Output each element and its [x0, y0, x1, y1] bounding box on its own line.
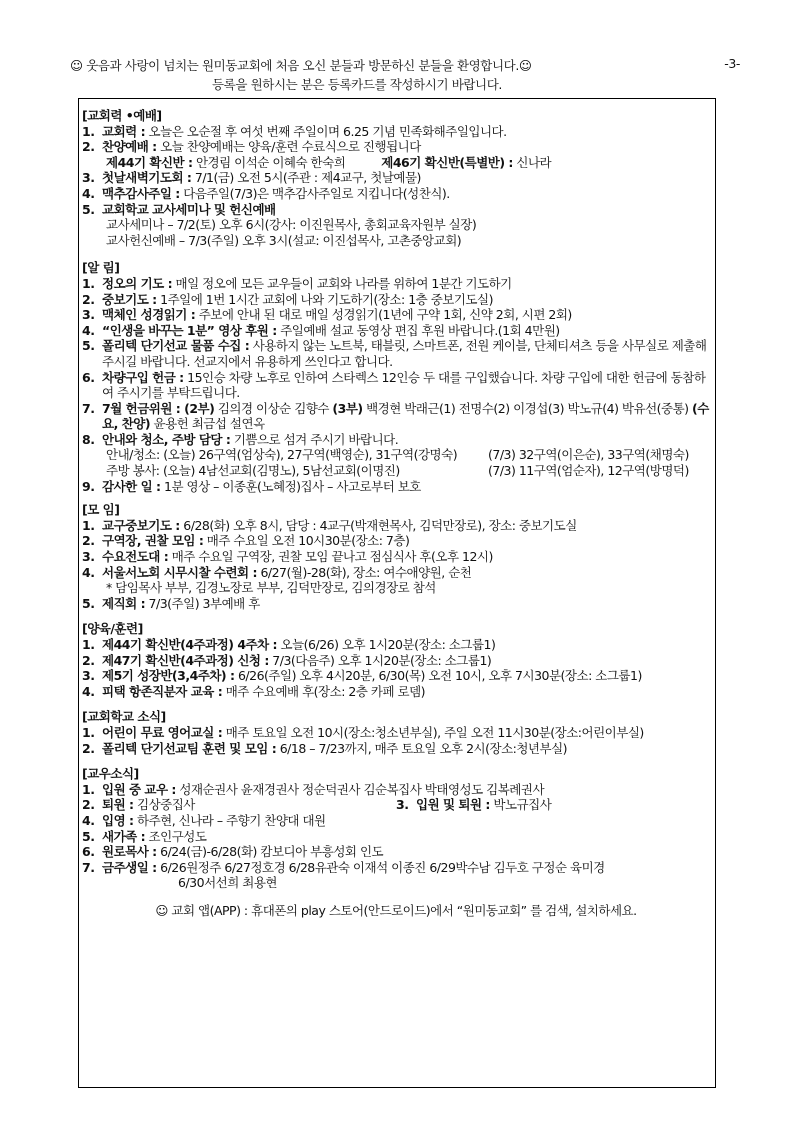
item-number: 3.: [396, 797, 409, 813]
meeting-item-2: [82, 533, 710, 549]
service-3-label: (3부): [332, 400, 363, 416]
item-text: 다음주일(7/3)은 맥추감사주일로 지킵니다(성찬식).: [179, 185, 450, 201]
worship-item-5: [82, 202, 710, 218]
item-label: 입원 및 퇴원 :: [416, 797, 490, 813]
worship-item-2: [82, 139, 710, 155]
item-label: 제직회 :: [102, 595, 146, 611]
item-number: 1.: [82, 123, 95, 139]
item-number: 5.: [82, 595, 95, 611]
item-number: 6.: [82, 844, 95, 860]
item-label: 입원 중 교우 :: [102, 781, 176, 797]
item-label: 수요전도대 :: [102, 549, 169, 565]
guide-today: 안내/청소: (오늘) 26구역(엄상숙), 27구역(백영순), 31구역(강명숙): [106, 447, 458, 463]
item-text: 6/24(금)-6/28(화) 캄보디아 부흥성회 인도: [156, 844, 384, 860]
meeting-item-5: [82, 596, 710, 612]
worship-item-3: [82, 170, 710, 186]
item-label: 찬양예배 :: [102, 139, 157, 155]
item-label: 어린이 무료 영어교실 :: [102, 724, 223, 740]
item-number: 1.: [82, 724, 95, 740]
item-text: 조인구성도: [145, 828, 207, 844]
item-text: 매주 수요일 구역장, 권찰 모임 끝나고 점심식사 후(오후 12시): [168, 549, 493, 565]
register-line: 등록을 원하시는 분은 등록카드를 작성하시기 바랍니다.: [212, 77, 502, 92]
notice-item-8-guide: [82, 447, 710, 463]
worship-item-4: [82, 186, 710, 202]
item-number: 4.: [82, 322, 95, 338]
item-number: 5.: [82, 201, 95, 217]
item-text: 오늘은 오순절 후 여섯 번째 주일이며 6.25 기념 민족화해주일입니다.: [145, 123, 507, 139]
item-number: 1.: [82, 781, 95, 797]
members-item-4: [82, 813, 710, 829]
item-text: 오늘(6/26) 오후 1시20분(장소: 소그룹1): [277, 637, 496, 652]
section-members-title: [교우소식]: [82, 766, 139, 782]
item-label: 첫날새벽기도회 :: [102, 170, 192, 186]
item-label: 감사한 일 :: [102, 478, 161, 494]
item-label: 맥체인 성경읽기 :: [102, 307, 196, 323]
item-text: 7/3(주일) 3부예배 후: [145, 595, 260, 611]
item-text: 1분 영상 – 이종훈(노혜정)집사 – 사고로부터 보호: [160, 478, 421, 494]
page-number: -3-: [724, 56, 740, 71]
members-item-5: [82, 829, 710, 845]
item-text: 주일예배 설교 동영상 편집 후원 바랍니다.(1회 4만원): [276, 322, 560, 338]
item-text: 매주 수요일 오전 10시30분(장소: 7층): [203, 533, 410, 549]
item-label: 피택 항존직분자 교육 :: [102, 683, 223, 699]
item-label: 원로목사 :: [102, 844, 157, 860]
training-item-2: [82, 653, 710, 669]
item-text: 6/27(월)-28(화), 장소: 여수애양원, 순천: [256, 564, 472, 580]
item-text: 7/3(다음주) 오후 1시20분(장소: 소그룹1): [268, 652, 492, 668]
item-number: 2.: [82, 533, 95, 549]
item-label: 제44기 확신반 :: [106, 154, 193, 170]
item-text: 김상중집사: [133, 797, 195, 813]
item-label: 차량구입 헌금 :: [102, 369, 184, 385]
service-3-names: 백경현 박래근(1) 전명수(2) 이경섭(3) 박노규(4) 박유선(중통): [362, 400, 693, 416]
item-text: 하주현, 신나라 – 주향기 찬양대 대원: [133, 812, 326, 828]
item-label: 7월 헌금위원 :: [102, 400, 181, 416]
notice-item-2: [82, 292, 710, 308]
section-meeting-title: [모 임]: [82, 502, 120, 518]
item-label: 새가족 :: [102, 828, 146, 844]
welcome-text: ☺ 웃음과 사랑이 넘치는 원미동교회에 처음 오신 분들과 방문하신 분들을 환영합니다.☺: [70, 58, 532, 73]
members-item-7-cont: 6/30서선희 최용현: [178, 875, 277, 891]
item-label: 교회력 :: [102, 123, 146, 139]
item-number: 3.: [82, 170, 95, 186]
item-number: 4.: [82, 185, 95, 201]
item-number: 1.: [82, 275, 95, 291]
item-number: 1.: [82, 637, 95, 652]
members-item-1: [82, 782, 710, 798]
item-label: 안내와 청소, 주방 담당 :: [102, 431, 231, 447]
item-number: 2.: [82, 652, 95, 668]
section-school-title: [교회학교 소식]: [82, 709, 166, 725]
notice-item-4: [82, 323, 710, 339]
item-number: 4.: [82, 564, 95, 580]
worship-item-5-seminar: 교사세미나 – 7/2(토) 오후 6시(강사: 이진원목사, 총회교육자원부 실장): [106, 217, 477, 233]
section-notice-title: [알 림]: [82, 260, 120, 276]
notice-item-5: [82, 338, 710, 369]
item-text: 매주 토요일 오전 10시(장소:청소년부실), 주일 오전 11시30분(장소:어린이부실): [222, 724, 644, 740]
item-label: 입영 :: [102, 812, 134, 828]
members-item-7: [82, 860, 710, 876]
item-number: 3.: [82, 307, 95, 323]
meeting-item-1: [82, 518, 710, 534]
item-text: 안경림 이석순 이혜숙 한숙희: [192, 154, 346, 170]
item-number: 2.: [82, 139, 95, 155]
worship-item-1: [82, 124, 710, 140]
item-label: 교회학교 교사세미나 및 헌신예배: [102, 201, 276, 217]
training-item-3: [82, 668, 710, 684]
item-label: 구역장, 권찰 모임 :: [102, 533, 204, 549]
item-label: “인생을 바꾸는 1분” 영상 후원 :: [102, 322, 277, 338]
item-label: 맥추감사주일 :: [102, 185, 180, 201]
school-item-1: [82, 725, 710, 741]
item-number: 7.: [82, 400, 95, 416]
wednesday-names: 윤용헌 최금섭 설연옥: [150, 416, 265, 432]
item-label: 정오의 기도 :: [102, 275, 173, 291]
welcome-line: [70, 56, 740, 74]
service-2-names: 김의경 이상순 김향수: [214, 400, 333, 416]
item-text: 매주 수요예배 후(장소: 2층 카페 로뎀): [222, 683, 426, 699]
item-number: 5.: [82, 828, 95, 844]
item-text: 오늘 찬양예배는 양육/훈련 수료식으로 진행됩니다: [156, 139, 421, 155]
item-number: 7.: [82, 859, 95, 875]
item-text: 신나라: [512, 154, 552, 170]
item-text: 6/26(주일) 오후 4시20분, 6/30(목) 오전 10시, 오후 7시30분(장소: 소그룹1): [234, 668, 642, 684]
guide-next: (7/3) 32구역(이은순), 33구역(채명숙): [488, 447, 689, 463]
item-text: 주보에 안내 된 대로 매일 성경읽기(1년에 구약 1회, 신약 2회, 시편 2회): [195, 307, 572, 323]
item-number: 8.: [82, 431, 95, 447]
wednesday-label: (수요, 찬양): [102, 400, 709, 432]
item-label: 금주생일 :: [102, 859, 157, 875]
item-label: 교구중보기도 :: [102, 517, 180, 533]
item-number: 2.: [82, 797, 95, 813]
item-text: 사용하지 않는 노트북, 태블릿, 스마트폰, 전원 케이블, 단체티셔츠 등을 사무실로 제출해 주시길 바랍니다. 선교지에서 유용하게 쓰인다고 합니다.: [102, 338, 707, 369]
item-text: 성재순권사 윤재경권사 정순덕권사 김순복집사 박태영성도 김복례권사: [175, 781, 545, 797]
item-text: 6/18 – 7/23까지, 매주 토요일 오후 2시(장소:청년부실): [276, 740, 568, 756]
item-number: 3.: [82, 549, 95, 565]
item-text: 기쁨으로 섬겨 주시기 바랍니다.: [230, 431, 399, 447]
item-text: 1주일에 1번 1시간 교회에 나와 기도하기(장소: 1층 중보기도실): [156, 291, 493, 307]
item-text: 15인승 차량 노후로 인하여 스타렉스 12인승 두 대를 구입했습니다. 차량 구입에 대한 헌금에 동참하여 주시기를 부탁드립니다.: [102, 369, 706, 401]
item-label: 제44기 확신반(4주과정) 4주차 :: [102, 637, 278, 652]
item-label: 퇴원 :: [102, 797, 134, 813]
notice-item-9: [82, 479, 710, 495]
members-item-6: [82, 844, 710, 860]
notice-item-7: [82, 401, 710, 432]
item-number: 2.: [82, 291, 95, 307]
worship-item-5-service: 교사헌신예배 – 7/3(주일) 오후 3시(설교: 이진섭목사, 고촌중앙교회): [106, 232, 462, 248]
item-number: 5.: [82, 338, 95, 354]
notice-item-6: [82, 370, 710, 401]
item-label: 폴리텍 단기선교 물품 수집 :: [102, 338, 250, 354]
item-label: 제46기 확신반(특별반) :: [381, 154, 513, 170]
notice-item-3: [82, 307, 710, 323]
item-text: 6/26원정주 6/27정호경 6/28유관숙 이재석 이종진 6/29박수남 김두호 구정순 육미경: [156, 859, 605, 875]
item-number: 4.: [82, 683, 95, 699]
members-item-2-3: [82, 797, 710, 813]
item-number: 9.: [82, 478, 95, 494]
item-label: 서울서노회 시무시찰 수련회 :: [102, 564, 257, 580]
worship-item-2-graduates: [82, 155, 710, 171]
section-worship-title: [교회력 •예배]: [82, 108, 162, 123]
training-item-4: [82, 684, 710, 700]
members-item-2: [82, 797, 396, 813]
service-2-label: (2부): [180, 400, 215, 416]
item-text: 7/1(금) 오전 5시(주관 : 제4교구, 첫날예물): [191, 170, 421, 186]
section-training-title: [양육/훈련]: [82, 621, 143, 637]
item-label: 제47기 확신반(4주과정) 신청 :: [102, 652, 269, 668]
notice-item-8-kitchen: [82, 463, 710, 479]
item-label: 폴리텍 단기선교팀 훈련 및 모임 :: [102, 740, 277, 756]
item-number: 2.: [82, 740, 95, 756]
item-label: 중보기도 :: [102, 291, 157, 307]
meeting-item-4: [82, 565, 710, 581]
app-notice: ☺ 교회 앱(APP) : 휴대폰의 play 스토어(안드로이드)에서 “원미동교회” 를 검색, 설치하세요.: [155, 902, 637, 918]
item-text: 박노규집사: [489, 797, 552, 813]
item-label: 제5기 성장반(3,4주차) :: [102, 668, 235, 684]
kitchen-today: 주방 봉사: (오늘) 4남선교회(김명노), 5남선교회(이명진): [106, 463, 400, 479]
item-number: 6.: [82, 369, 95, 385]
kitchen-next: (7/3) 11구역(엄순자), 12구역(방명덕): [488, 463, 689, 479]
members-item-3: [396, 797, 710, 813]
notice-item-1: [82, 276, 710, 292]
bulletin-content: [82, 108, 710, 919]
item-text: 매일 정오에 모든 교우들이 교회와 나라를 위하여 1분간 기도하기: [172, 275, 512, 291]
item-number: 3.: [82, 668, 95, 684]
item-number: 4.: [82, 812, 95, 828]
school-item-2: [82, 741, 710, 757]
item-text: 6/28(화) 오후 8시, 담당 : 4교구(박재현목사, 김덕만장로), 장소: 중보기도실: [179, 517, 577, 533]
meeting-item-4-attendees: * 담임목사 부부, 김경노장로 부부, 김덕만장로, 김의경장로 참석: [106, 580, 436, 596]
training-item-1: [82, 637, 710, 653]
item-number: 1.: [82, 517, 95, 533]
notice-item-8: [82, 432, 710, 448]
meeting-item-3: [82, 549, 710, 565]
